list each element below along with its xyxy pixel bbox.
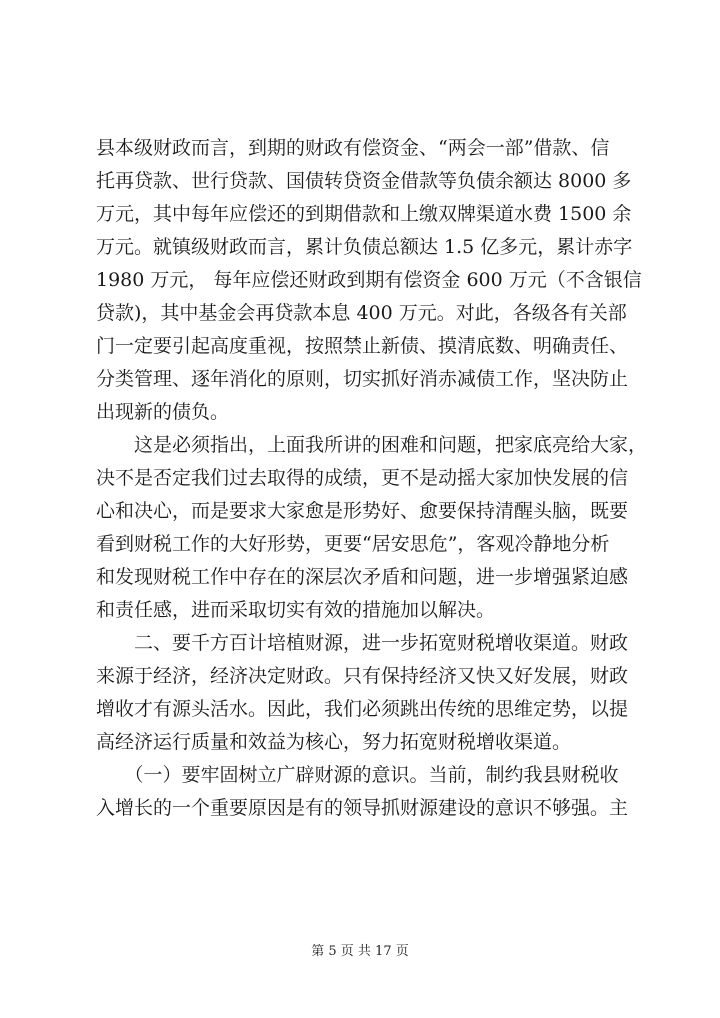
text-line: 来源于经济，经济决定财政。只有保持经济又快又好发展，财政 xyxy=(96,665,629,687)
text-line: 和责任感，进而采取切实有效的措施加以解决。 xyxy=(96,599,496,621)
text-line: 高经济运行质量和效益为核心，努力拓宽财税增收渠道。 xyxy=(96,731,572,753)
text-line: 入增长的一个重要原因是有的领导抓财源建设的意识不够强。主 xyxy=(96,797,629,819)
text-line: 二、要千方百计培植财源，进一步拓宽财税增收渠道。财政 xyxy=(96,632,629,654)
text-line: 增收才有源头活水。因此，我们必须跳出传统的思维定势，以提 xyxy=(96,698,629,720)
text-line: 门一定要引起高度重视，按照禁止新债、摸清底数、明确责任、 xyxy=(96,335,629,357)
text-line: 心和决心，而是要求大家愈是形势好、愈要保持清醒头脑，既要 xyxy=(96,500,629,522)
text-line: 看到财税工作的大好形势，更要“居安思危”，客观冷静地分析 xyxy=(96,533,610,555)
text-line: 万元。就镇级财政而言，累计负债总额达 1.5 亿多元，累计赤字 xyxy=(96,236,633,258)
text-line: 万元，其中每年应偿还的到期借款和上缴双牌渠道水费 1500 余 xyxy=(96,203,632,225)
text-line: 托再贷款、世行贷款、国债转贷资金借款等负债余额达 8000 多 xyxy=(96,170,632,192)
text-line: 分类管理、逐年消化的原则，切实抓好消赤减债工作，坚决防止 xyxy=(96,368,629,390)
text-line: 贷款)，其中基金会再贷款本息 400 万元。对此，各级各有关部 xyxy=(96,302,627,324)
text-line: 1980 万元， 每年应偿还财政到期有偿资金 600 万元（不含银信 xyxy=(96,269,642,291)
text-line: 决不是否定我们过去取得的成绩，更不是动摇大家加快发展的信 xyxy=(96,467,629,489)
text-line: 出现新的债负。 xyxy=(96,401,230,423)
text-line: （一）要牢固树立广辟财源的意识。当前，制约我县财税收 xyxy=(96,764,619,786)
page-number: 第 5 页 共 17 页 xyxy=(311,944,409,959)
text-line: 县本级财政而言，到期的财政有偿资金、“两会一部”借款、信 xyxy=(96,137,610,159)
text-line: 和发现财税工作中存在的深层次矛盾和问题，进一步增强紧迫感 xyxy=(96,566,629,588)
body-text xyxy=(96,132,656,825)
text-line: 这是必须指出，上面我所讲的困难和问题，把家底亮给大家， xyxy=(96,434,648,456)
